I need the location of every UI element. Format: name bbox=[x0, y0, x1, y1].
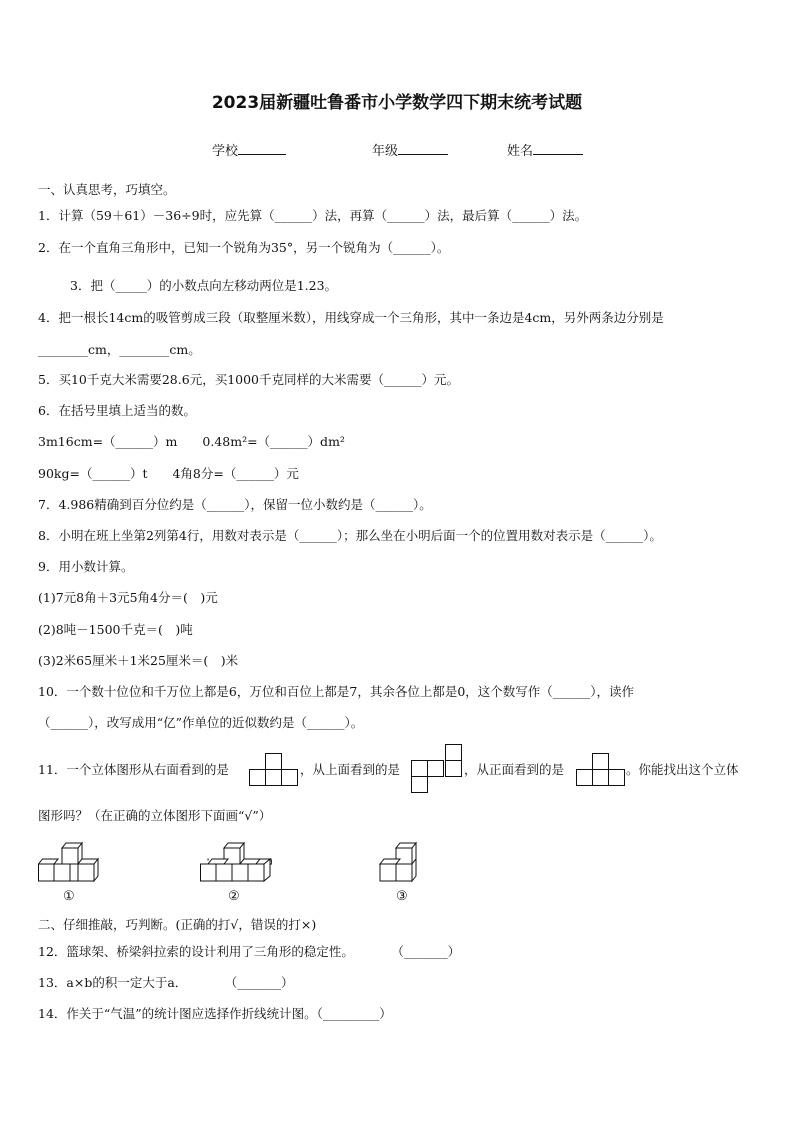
question-5: 5．买10千克大米需要28.6元，买1000千克同样的大米需要（______）元。 bbox=[38, 372, 460, 387]
question-9-part-1: (1)7元8角＋3元5角4分＝( )元 bbox=[38, 590, 218, 605]
front-view-figure bbox=[576, 752, 626, 786]
question-11-part-3: ，从正面看到的是 bbox=[464, 762, 565, 777]
section-heading-1: 一、认真思考，巧填空。 bbox=[38, 182, 176, 197]
school-field: 学校 bbox=[212, 140, 286, 159]
grade-field: 年级 bbox=[372, 140, 448, 159]
page-title: 2023届新疆吐鲁番市小学数学四下期末统考试题 bbox=[211, 93, 583, 113]
question-4: 4．把一根长14cm的吸管剪成三段（取整厘米数），用线穿成一个三角形，其中一条边是4cm，另外两条边分别是 bbox=[38, 310, 664, 325]
question-10: 10．一个数十位位和千万位上都是6，万位和百位上都是7，其余各位上都是0，这个数写作（______），读作 bbox=[38, 684, 635, 699]
question-10-cont: （______），改写成用“亿”作单位的近似数约是（______）。 bbox=[38, 715, 364, 730]
question-3: 3．把（_____）的小数点向左移动两位是1.23。 bbox=[70, 278, 338, 293]
option-3-label: ③ bbox=[396, 889, 408, 904]
question-6-row-1: 3m16cm=（______）m 0.48m²=（______）dm² bbox=[38, 434, 345, 449]
question-2: 2．在一个直角三角形中，已知一个锐角为35°，另一个锐角为（______）。 bbox=[38, 240, 450, 255]
option-3-solid[interactable] bbox=[378, 838, 430, 886]
question-9-part-3: (3)2米65厘米＋1米25厘米＝( )米 bbox=[38, 653, 239, 668]
question-9: 9．用小数计算。 bbox=[38, 559, 134, 574]
question-8: 8．小明在班上坐第2列第4行，用数对表示是（______）；那么坐在小明后面一个的位置用数对表示是（______）。 bbox=[38, 528, 662, 543]
question-11-part-2: ，从上面看到的是 bbox=[300, 762, 401, 777]
option-1-solid[interactable] bbox=[38, 838, 102, 886]
question-9-part-2: (2)8吨－1500千克＝( )吨 bbox=[38, 622, 193, 637]
option-2-solid[interactable] bbox=[200, 838, 272, 886]
question-7: 7．4.986精确到百分位约是（______），保留一位小数约是（______）。 bbox=[38, 497, 432, 512]
question-14: 14．作关于“气温”的统计图应选择作折线统计图。（_________） bbox=[38, 1006, 392, 1021]
question-12: 12．篮球架、桥梁斜拉索的设计利用了三角形的稳定性。 （_______） bbox=[38, 944, 461, 959]
option-2-label: ② bbox=[228, 889, 240, 904]
question-13: 13．a×b的积一定大于a． （_______） bbox=[38, 975, 294, 990]
question-6-row-2: 90kg=（______）t 4角8分=（______）元 bbox=[38, 466, 299, 481]
question-4-blanks: ________cm，________cm。 bbox=[38, 342, 201, 357]
right-view-figure bbox=[249, 752, 299, 786]
option-1-label: ① bbox=[63, 889, 75, 904]
question-1: 1．计算（59＋61）－36÷9时，应先算（______）法，再算（______）法，最后算（______）法。 bbox=[38, 208, 588, 223]
question-11-part-1: 11．一个立体图形从右面看到的是 bbox=[38, 762, 229, 777]
section-heading-2: 二、仔细推敲，巧判断。(正确的打√，错误的打×) bbox=[38, 917, 317, 932]
question-6: 6．在括号里填上适当的数。 bbox=[38, 403, 196, 418]
question-11-cont: 图形吗？（在正确的立体图形下面画“√”） bbox=[38, 808, 272, 823]
name-field: 姓名 bbox=[507, 140, 583, 159]
question-11-part-4: 。你能找出这个立体 bbox=[626, 762, 739, 777]
top-view-figure bbox=[411, 744, 463, 794]
